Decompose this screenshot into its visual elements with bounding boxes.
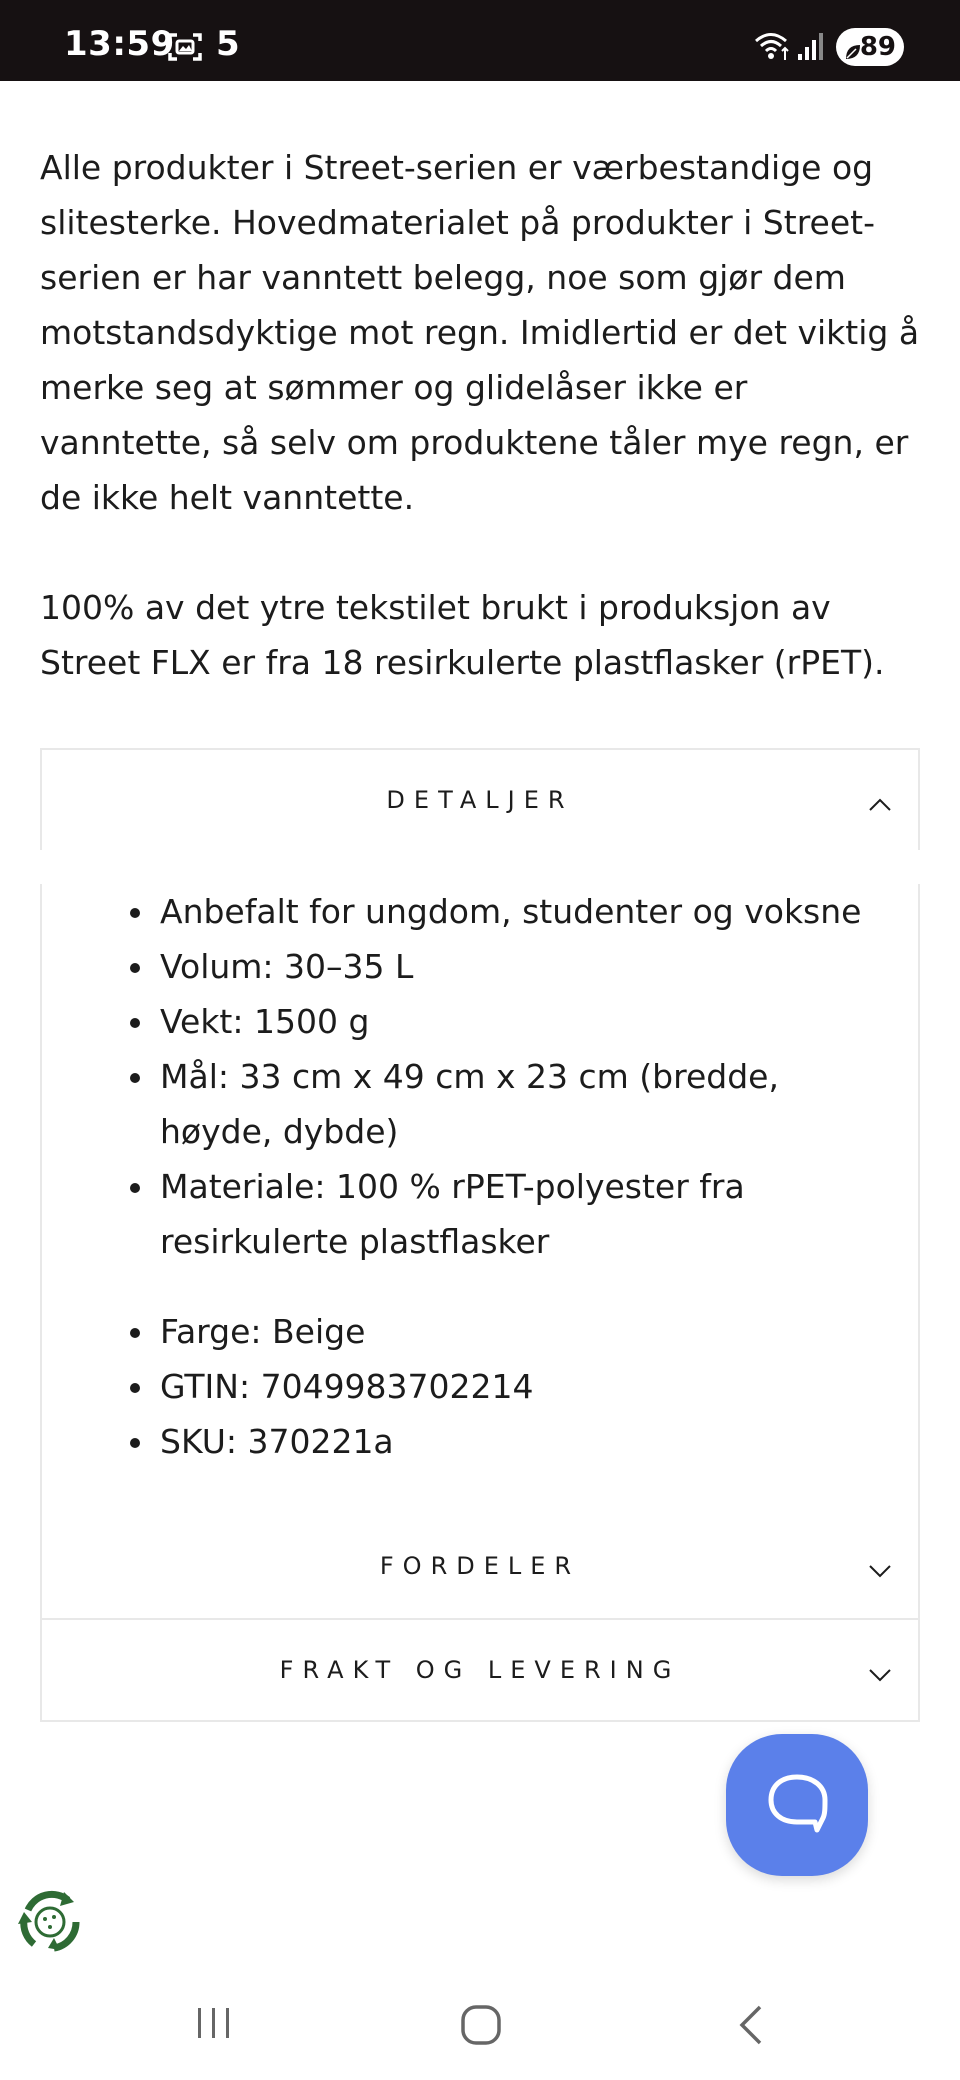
notification-count: 5 — [216, 24, 240, 64]
signal-icon — [796, 30, 826, 66]
list-item: SKU: 370221a — [160, 1414, 900, 1469]
details-title: DETALJER — [386, 786, 574, 814]
details-toggle[interactable] — [42, 750, 918, 850]
accordion-frakt[interactable] — [40, 1618, 920, 1722]
details-list — [160, 884, 900, 1269]
battery-indicator — [836, 28, 904, 66]
list-item: GTIN: 7049983702214 — [160, 1359, 900, 1414]
list-item: Mål: 33 cm x 49 cm x 23 cm (bredde, høyde, dybde) — [160, 1049, 900, 1159]
frakt-title: FRAKT OG LEVERING — [279, 1656, 681, 1684]
battery-saver-leaf-icon — [844, 38, 862, 68]
chat-button[interactable] — [726, 1734, 868, 1876]
list-item: Materiale: 100 % rPET-polyester fra resirkulerte plastflasker — [160, 1159, 900, 1269]
frakt-toggle[interactable] — [42, 1620, 918, 1720]
details-content — [40, 884, 920, 1518]
home-icon[interactable] — [460, 2004, 502, 2050]
accordion-fordeler[interactable] — [40, 1516, 920, 1620]
list-item: Volum: 30–35 L — [160, 939, 900, 994]
recycling-paragraph: 100% av det ytre tekstilet brukt i produksjon av Street FLX er fra 18 resirkulerte plastflasker (rPET). — [40, 588, 885, 682]
recycle-badge-icon[interactable] — [14, 1886, 86, 1962]
recents-icon[interactable] — [196, 2006, 232, 2044]
details-list-secondary — [160, 1304, 900, 1469]
accordion-details — [40, 748, 920, 850]
product-description — [40, 140, 920, 690]
back-icon[interactable] — [736, 2004, 766, 2050]
chevron-down-icon — [868, 1660, 892, 1688]
list-item: Anbefalt for ungdom, studenter og voksne — [160, 884, 900, 939]
chat-bubble-icon — [765, 1772, 829, 1838]
list-item: Vekt: 1500 g — [160, 994, 900, 1049]
status-bar — [0, 0, 960, 81]
chevron-up-icon — [868, 790, 892, 818]
fordeler-title: FORDELER — [379, 1552, 581, 1580]
status-time: 13:59 — [64, 24, 175, 64]
wifi-icon — [754, 30, 792, 66]
description-paragraph: Alle produkter i Street-serien er værbestandige og slitesterke. Hovedmaterialet på produkter i Street-serien er har vanntett belegg, noe som gjør dem motstandsdyktige mot regn. Imidlertid er det viktig å merke seg at sømmer og glidelåser ikke er vanntette, så selv om produktene tåler mye regn, er de ikke helt vanntette. — [40, 148, 920, 517]
screenshot-icon — [168, 32, 202, 66]
navigation-bar — [0, 1960, 960, 2080]
chevron-down-icon — [868, 1556, 892, 1584]
fordeler-toggle[interactable] — [42, 1516, 918, 1616]
list-item: Farge: Beige — [160, 1304, 900, 1359]
battery-level: 89 — [859, 32, 896, 62]
